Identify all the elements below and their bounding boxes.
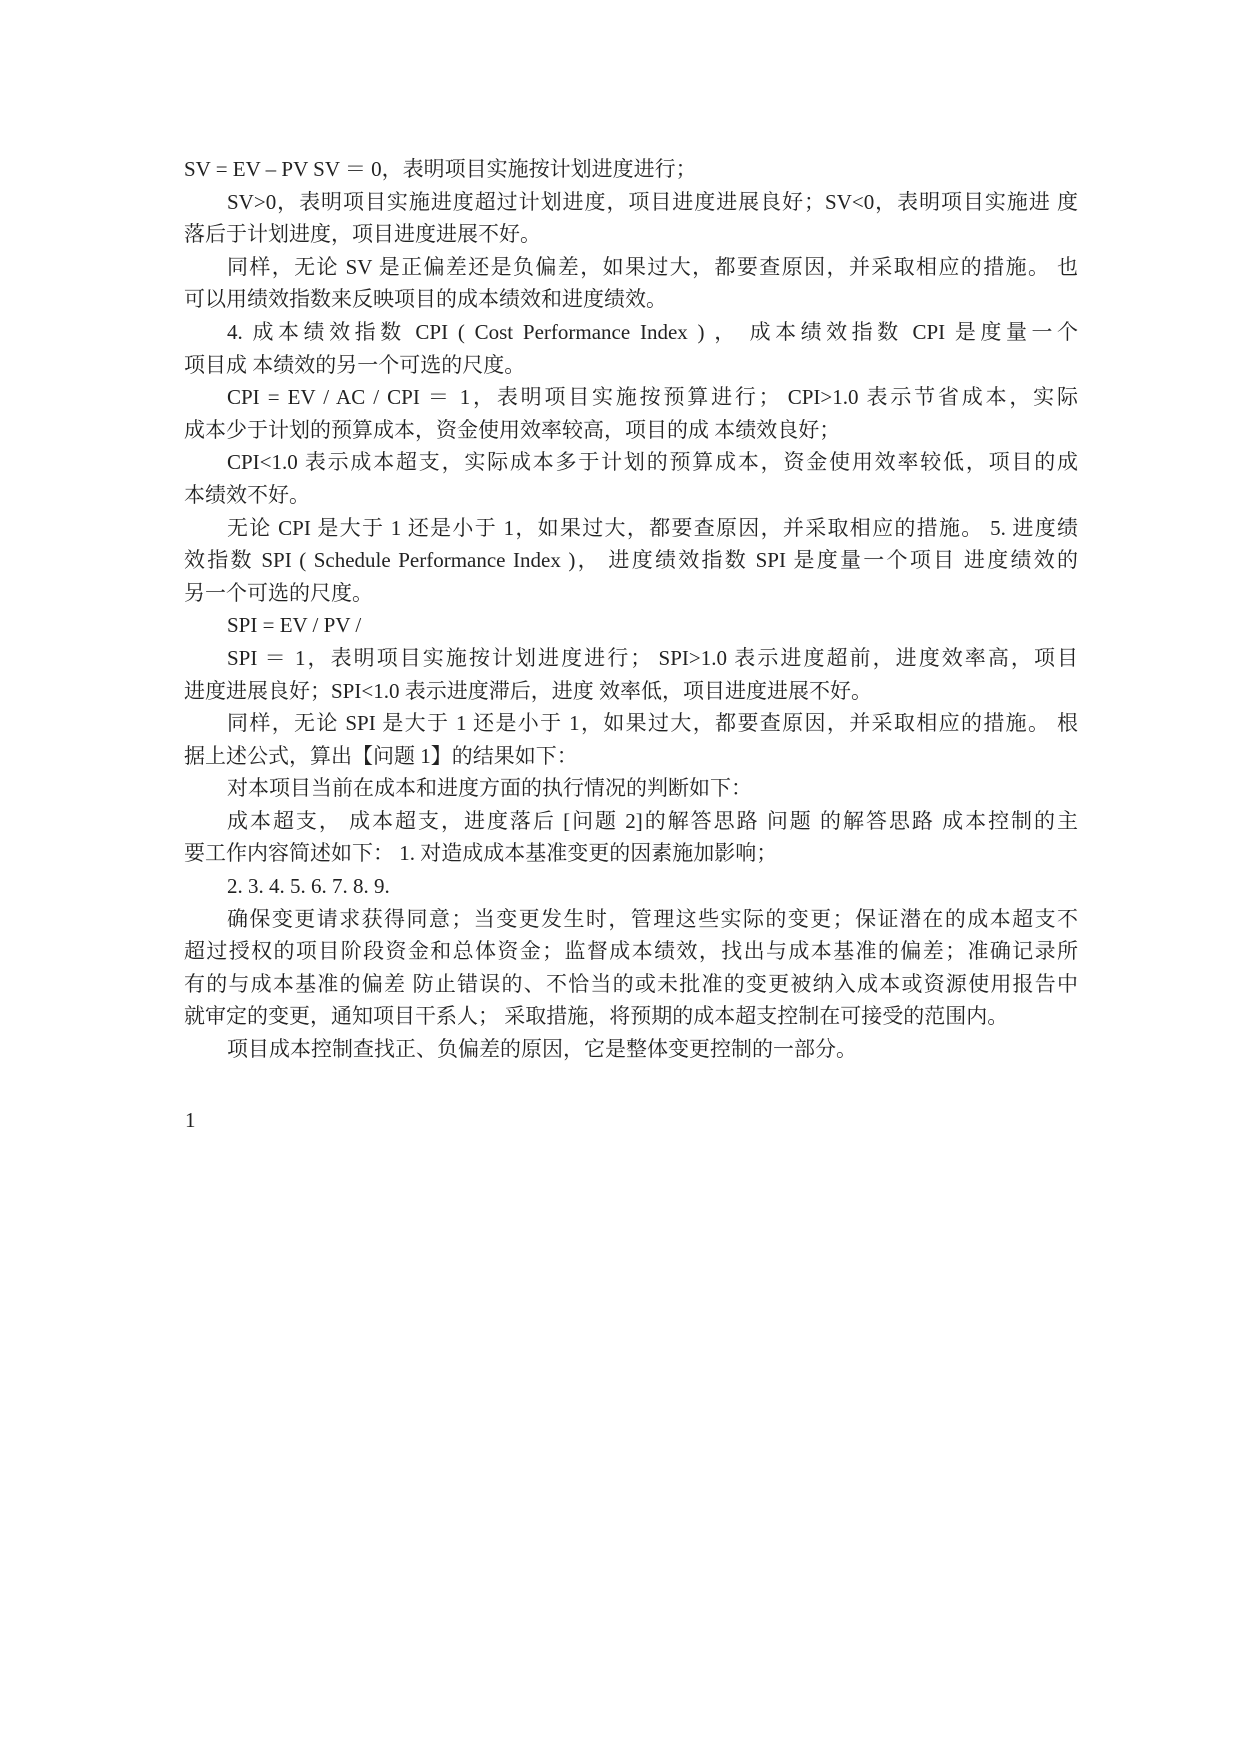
text-line: 成本超支， 成本超支，进度落后 [问题 2]的解答思路 问题 的解答思路 成本控制的主 xyxy=(227,808,1078,833)
text-line: 2. 3. 4. 5. 6. 7. 8. 9. xyxy=(227,874,390,899)
text-line: SV = EV – PV SV ＝ 0，表明项目实施按计划进度进行； xyxy=(184,157,697,181)
text-line: 同样，无论 SPI 是大于 1 还是小于 1，如果过大，都要查原因，并采取相应的措施。 根 xyxy=(227,711,1078,736)
paragraph xyxy=(184,642,1078,707)
paragraph xyxy=(184,316,1078,381)
paragraph xyxy=(184,512,1078,610)
text-line: CPI<1.0 表示成本超支，实际成本多于计划的预算成本，资金使用效率较低，项目的成 xyxy=(227,450,1078,475)
text-line: SPI = EV / PV / xyxy=(227,613,362,638)
text-line: 效指数 SPI ( Schedule Performance Index )， 进度绩效指数 SPI 是度量一个项目 进度绩效的 xyxy=(184,548,1078,573)
text-line: SV>0，表明项目实施进度超过计划进度，项目进度进展良好；SV<0，表明项目实施进 度 xyxy=(227,189,1078,214)
text-line: 4. 成本绩效指数 CPI ( Cost Performance Index ) ， 成本绩效指数 CPI 是度量一个 xyxy=(227,319,1078,344)
paragraph xyxy=(184,446,1078,511)
text-line: 进度进展良好；SPI<1.0 表示进度滞后，进度 效率低，项目进度进展不好。 xyxy=(184,678,872,703)
paragraph xyxy=(184,707,1078,772)
text-line: 落后于计划进度，项目进度进展不好。 xyxy=(184,222,541,247)
paragraph xyxy=(184,903,1078,1033)
text-line: 超过授权的项目阶段资金和总体资金；监督成本绩效，找出与成本基准的偏差；准确记录所 xyxy=(184,939,1078,964)
paragraph xyxy=(184,772,1078,805)
text-line: 成本少于计划的预算成本，资金使用效率较高，项目的成 本绩效良好； xyxy=(184,417,841,442)
paragraph xyxy=(184,805,1078,870)
text-line: 确保变更请求获得同意；当变更发生时，管理这些实际的变更；保证潜在的成本超支不 xyxy=(227,906,1078,931)
text-line: 对本项目当前在成本和进度方面的执行情况的判断如下： xyxy=(227,776,752,801)
paragraph xyxy=(184,609,1078,642)
text-line: 无论 CPI 是大于 1 还是小于 1，如果过大，都要查原因，并采取相应的措施。 5. 进度绩 xyxy=(227,515,1078,540)
text-line: 同样，无论 SV 是正偏差还是负偏差，如果过大，都要查原因，并采取相应的措施。 也 xyxy=(227,254,1078,279)
text-line: SPI ＝ 1，表明项目实施按计划进度进行； SPI>1.0 表示进度超前，进度效率高，项目 xyxy=(227,645,1078,670)
text-line: CPI = EV / AC / CPI ＝ 1，表明项目实施按预算进行； CPI>1.0 表示节省成本，实际 xyxy=(227,385,1078,410)
paragraph xyxy=(184,381,1078,446)
text-line: 据上述公式，算出【问题 1】的结果如下： xyxy=(184,743,578,768)
paragraph xyxy=(184,1033,1078,1066)
text-line: 项目成本控制查找正、负偏差的原因，它是整体变更控制的一部分。 xyxy=(227,1037,857,1062)
text-line: 项目成 本绩效的另一个可选的尺度。 xyxy=(184,352,526,377)
document-body xyxy=(184,153,1078,1066)
paragraph xyxy=(184,153,1078,186)
paragraph xyxy=(184,870,1078,903)
text-line: 本绩效不好。 xyxy=(184,482,310,507)
text-line: 有的与成本基准的偏差 防止错误的、不恰当的或未批准的变更被纳入成本或资源使用报告中 xyxy=(184,971,1078,996)
text-line: 就审定的变更，通知项目干系人； 采取措施，将预期的成本超支控制在可接受的范围内。 xyxy=(184,1004,1009,1029)
text-line: 要工作内容简述如下： 1. 对造成成本基准变更的因素施加影响； xyxy=(184,841,778,866)
text-line: 另一个可选的尺度。 xyxy=(184,580,373,605)
paragraph xyxy=(184,251,1078,316)
page-number: 1 xyxy=(185,1108,196,1132)
text-line: 可以用绩效指数来反映项目的成本绩效和进度绩效。 xyxy=(184,287,667,312)
paragraph xyxy=(184,186,1078,251)
